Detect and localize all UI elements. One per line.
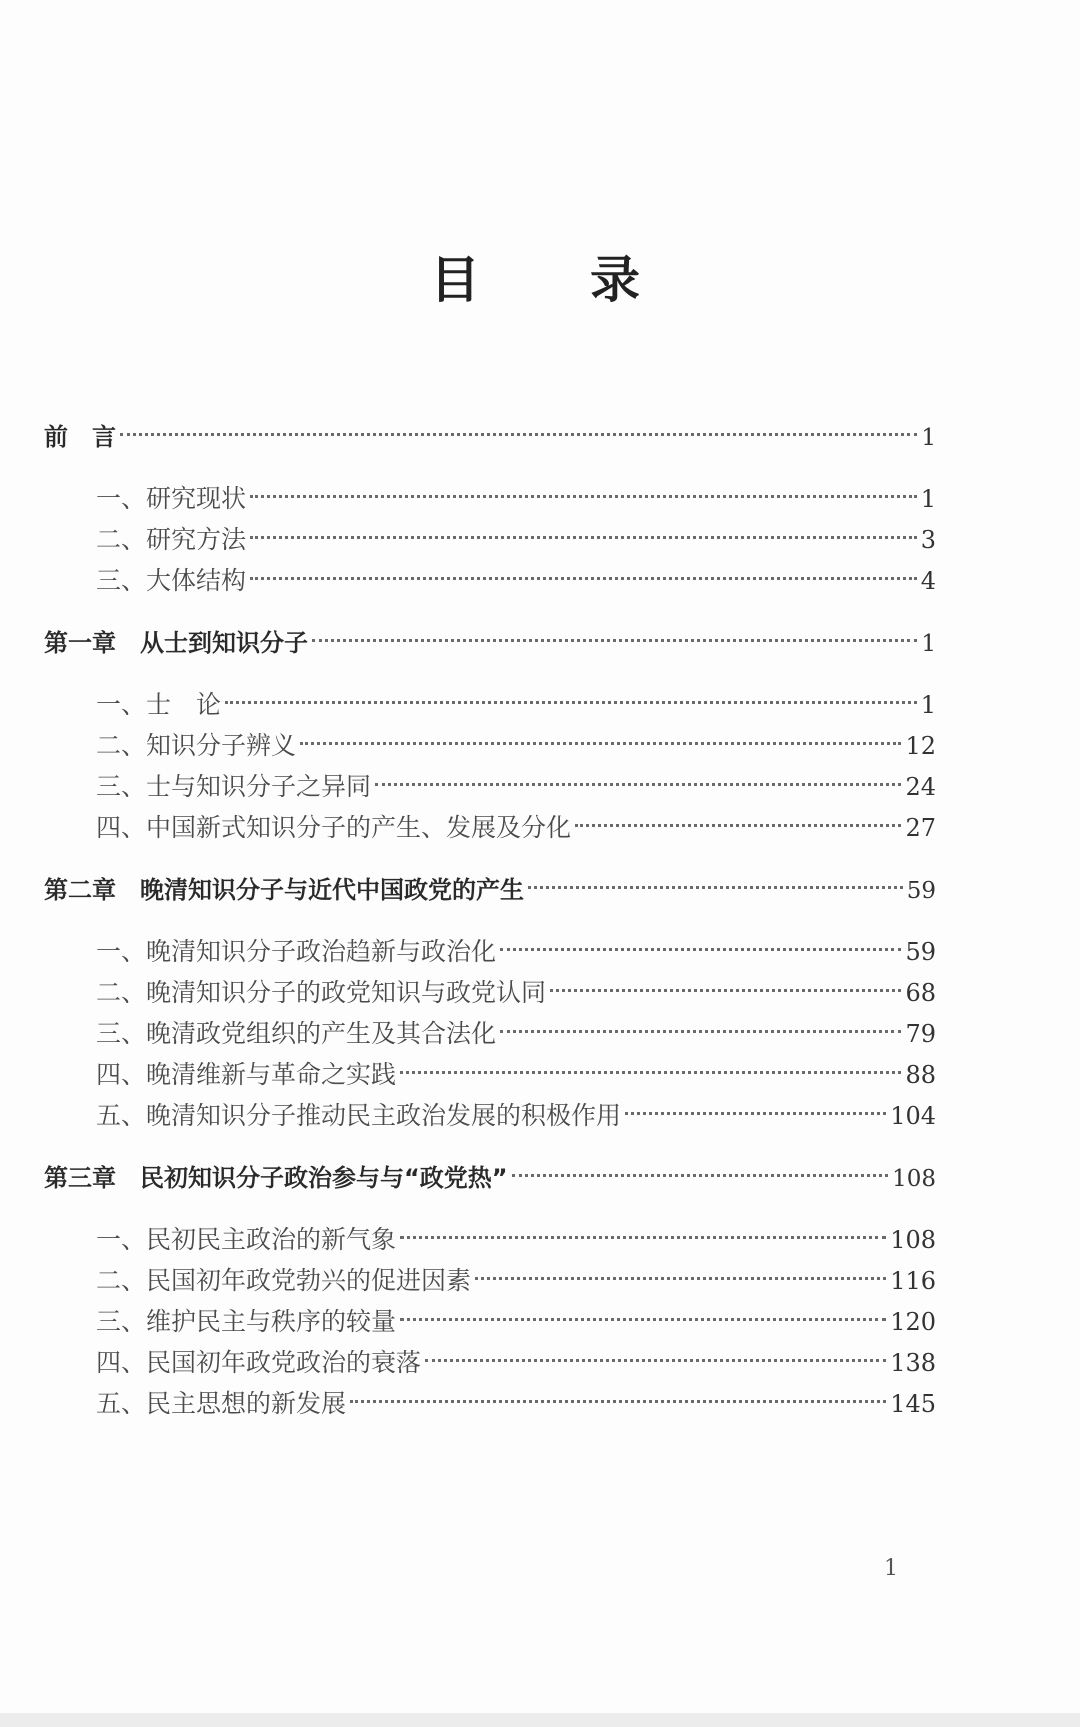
toc-entry-page-number: 1 bbox=[921, 631, 936, 657]
toc-section-entry[interactable] bbox=[96, 482, 936, 516]
toc-entry-title: 第一章 从士到知识分子 bbox=[44, 629, 308, 657]
toc-section-entry[interactable] bbox=[96, 1264, 936, 1298]
toc-entry-title: 四、晚清维新与革命之实践 bbox=[96, 1060, 397, 1089]
toc-entry-title: 五、民主思想的新发展 bbox=[96, 1389, 347, 1418]
toc-entry-page-number: 24 bbox=[905, 773, 936, 801]
toc-chapter-entry[interactable] bbox=[44, 420, 936, 454]
dot-leader bbox=[400, 1236, 886, 1239]
toc-entry-title: 三、晚清政党组织的产生及其合法化 bbox=[96, 1019, 497, 1048]
toc-entry-title: 三、维护民主与秩序的较量 bbox=[96, 1307, 397, 1336]
toc-section-entry[interactable] bbox=[96, 770, 936, 804]
dot-leader bbox=[575, 824, 901, 827]
toc-entry-page-number: 59 bbox=[906, 878, 936, 904]
toc-chapter-entry[interactable] bbox=[44, 626, 936, 660]
toc-entry-title: 四、民国初年政党政治的衰落 bbox=[96, 1348, 422, 1377]
dot-leader bbox=[375, 783, 901, 786]
toc-entry-page-number: 108 bbox=[892, 1166, 936, 1192]
dot-leader bbox=[500, 948, 901, 951]
toc-entry-title: 三、士与知识分子之异同 bbox=[96, 772, 372, 801]
toc-entry-page-number: 79 bbox=[905, 1020, 936, 1048]
toc-section-entry[interactable] bbox=[96, 935, 936, 969]
toc-entry-page-number: 138 bbox=[890, 1349, 936, 1377]
toc-entry-page-number: 116 bbox=[890, 1267, 936, 1295]
dot-leader bbox=[425, 1359, 886, 1362]
toc-entry-title: 一、士 论 bbox=[96, 690, 222, 719]
toc-section-entry[interactable] bbox=[96, 1223, 936, 1257]
toc-entry-page-number: 4 bbox=[920, 567, 936, 595]
dot-leader bbox=[400, 1071, 901, 1074]
toc-entry-page-number: 1 bbox=[920, 691, 936, 719]
toc-section-entry[interactable] bbox=[96, 1346, 936, 1380]
dot-leader bbox=[512, 1174, 889, 1177]
toc-section-entry[interactable] bbox=[96, 1058, 936, 1092]
toc-entry-page-number: 1 bbox=[920, 485, 936, 513]
dot-leader bbox=[475, 1277, 886, 1280]
toc-entry-page-number: 108 bbox=[890, 1226, 936, 1254]
toc-section-entry[interactable] bbox=[96, 688, 936, 722]
toc-entry-page-number: 3 bbox=[920, 526, 936, 554]
toc-section-entry[interactable] bbox=[96, 976, 936, 1010]
toc-section-entry[interactable] bbox=[96, 1017, 936, 1051]
dot-leader bbox=[300, 742, 901, 745]
dot-leader bbox=[500, 1030, 901, 1033]
toc-entry-page-number: 120 bbox=[890, 1308, 936, 1336]
toc-entry-title: 二、知识分子辨义 bbox=[96, 731, 297, 760]
toc-entry-title: 第三章 民初知识分子政治参与与“政党热” bbox=[44, 1164, 508, 1192]
toc-entry-page-number: 1 bbox=[921, 425, 936, 451]
toc-section-entry[interactable] bbox=[96, 1305, 936, 1339]
toc-entry-title: 一、民初民主政治的新气象 bbox=[96, 1225, 397, 1254]
toc-entry-title: 五、晚清知识分子推动民主政治发展的积极作用 bbox=[96, 1101, 622, 1130]
toc-chapter-entry[interactable] bbox=[44, 1161, 936, 1195]
toc-entry-title: 二、民国初年政党勃兴的促进因素 bbox=[96, 1266, 472, 1295]
toc-entry-title: 前 言 bbox=[44, 423, 116, 451]
toc-chapter-entry[interactable] bbox=[44, 873, 936, 907]
toc-section-entry[interactable] bbox=[96, 811, 936, 845]
dot-leader bbox=[250, 536, 917, 539]
dot-leader bbox=[312, 639, 917, 642]
toc-section-entry[interactable] bbox=[96, 564, 936, 598]
dot-leader bbox=[625, 1112, 886, 1115]
dot-leader bbox=[250, 577, 917, 580]
toc-entry-title: 四、中国新式知识分子的产生、发展及分化 bbox=[96, 813, 572, 842]
footer-page-number: 1 bbox=[884, 1556, 898, 1581]
toc-entry-title: 一、晚清知识分子政治趋新与政治化 bbox=[96, 937, 497, 966]
dot-leader bbox=[550, 989, 901, 992]
dot-leader bbox=[528, 886, 903, 889]
page-title: 目 录 bbox=[430, 251, 670, 309]
toc-entry-title: 一、研究现状 bbox=[96, 484, 247, 513]
toc-entry-title: 二、晚清知识分子的政党知识与政党认同 bbox=[96, 978, 547, 1007]
dot-leader bbox=[350, 1400, 886, 1403]
toc-section-entry[interactable] bbox=[96, 729, 936, 763]
toc-entry-page-number: 88 bbox=[905, 1061, 936, 1089]
dot-leader bbox=[225, 701, 917, 704]
toc-entry-page-number: 12 bbox=[905, 732, 936, 760]
dot-leader bbox=[120, 433, 917, 436]
toc-section-entry[interactable] bbox=[96, 1099, 936, 1133]
dot-leader bbox=[400, 1318, 886, 1321]
toc-section-entry[interactable] bbox=[96, 1387, 936, 1421]
dot-leader bbox=[250, 495, 917, 498]
toc-entry-title: 第二章 晚清知识分子与近代中国政党的产生 bbox=[44, 876, 524, 904]
toc-entry-page-number: 104 bbox=[890, 1102, 936, 1130]
toc-entry-title: 二、研究方法 bbox=[96, 525, 247, 554]
toc-entry-page-number: 59 bbox=[905, 938, 936, 966]
toc-section-entry[interactable] bbox=[96, 523, 936, 557]
toc-entry-page-number: 68 bbox=[905, 979, 936, 1007]
toc-entry-page-number: 145 bbox=[890, 1390, 936, 1418]
toc-entry-page-number: 27 bbox=[905, 814, 936, 842]
toc-entry-title: 三、大体结构 bbox=[96, 566, 247, 595]
page-bottom-edge bbox=[0, 1713, 1080, 1727]
